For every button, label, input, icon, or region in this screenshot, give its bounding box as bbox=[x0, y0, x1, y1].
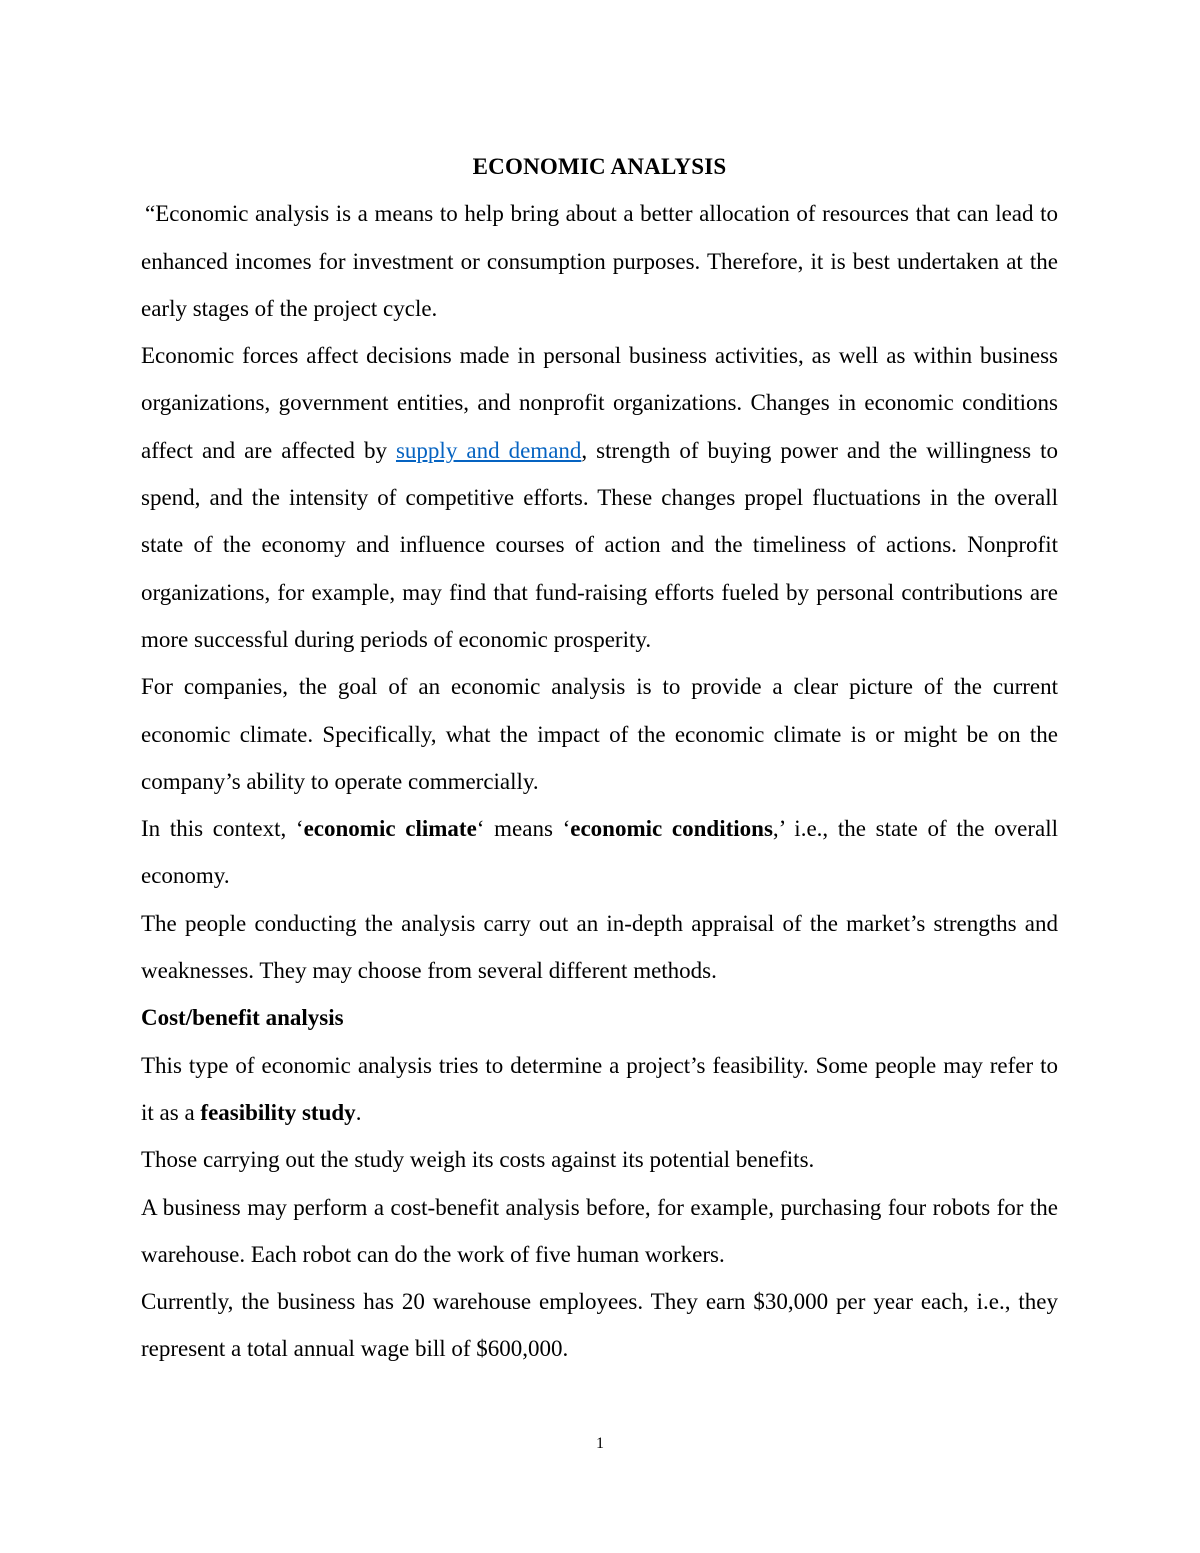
page-number: 1 bbox=[596, 1435, 604, 1452]
term-economic-conditions: economic conditions bbox=[570, 816, 773, 842]
document-title: ECONOMIC ANALYSIS bbox=[472, 154, 727, 179]
paragraph-robots-example: A business may perform a cost-benefit analysis before, for example, purchasing four robots for the warehouse. Each robot can do the work of five human workers. bbox=[141, 1194, 1058, 1267]
section-heading-cost-benefit bbox=[141, 994, 1058, 1041]
paragraph-weigh-costs: Those carrying out the study weigh its costs against its potential benefits. bbox=[141, 1147, 815, 1173]
paragraph-wage-bill: Currently, the business has 20 warehouse employees. They earn $30,000 per year each, i.e., they represent a total annual wage bill of $600,000. bbox=[141, 1289, 1058, 1362]
paragraph-economic-forces bbox=[141, 332, 1058, 663]
paragraph-context-text-b: ‘ means ‘ bbox=[476, 816, 571, 842]
paragraph-feasibility bbox=[141, 1042, 1058, 1137]
paragraph-analysis-methods: The people conducting the analysis carry out an in-depth appraisal of the market’s strengths and weaknesses. They may choose from several different methods. bbox=[141, 910, 1058, 984]
paragraph-feasibility-text-b: . bbox=[355, 1099, 362, 1125]
paragraph-economic-forces-text-b: , strength of buying power and the willingness to spend, and the intensity of competitive efforts. These changes propel fluctuations in the overall state of the economy and influence courses of action and the timeliness of actions. Nonprofit organizations, for example, may find that fund-raising efforts fueled by personal contributions are more successful during periods of economic prosperity. bbox=[141, 437, 1058, 652]
paragraph-companies-goal: For companies, the goal of an economic analysis is to provide a clear picture of the current economic climate. Specifically, what the impact of the economic climate is or might be on the company’s ability to operate commercially. bbox=[141, 674, 1058, 794]
supply-and-demand-link[interactable]: supply and demand bbox=[395, 437, 582, 463]
paragraph-definition: “Economic analysis is a means to help bring about a better allocation of resources that can lead to enhanced incomes for investment or consumption purposes. Therefore, it is best undertaken at the early stages of the project cycle. bbox=[141, 201, 1058, 321]
paragraph-context bbox=[141, 805, 1058, 900]
document-page bbox=[141, 143, 1058, 1373]
paragraph-context-text-a: In this context, ‘ bbox=[141, 816, 304, 842]
paragraph-economic-forces-text-a: Economic forces affect decisions made in personal business activities, as well as within business organizations, government entities, and nonprofit organizations. Changes in economic conditions affect and are affected by bbox=[141, 343, 1058, 463]
section-heading-cost-benefit-text: Cost/benefit analysis bbox=[141, 1005, 344, 1031]
term-economic-climate: economic climate bbox=[303, 816, 477, 842]
paragraph-feasibility-text-a: This type of economic analysis tries to determine a project’s feasibility. Some people may refer to it as a bbox=[141, 1052, 1058, 1125]
paragraph-context-text-c: ,’ i.e., the state of the overall economy. bbox=[141, 816, 1059, 889]
term-feasibility-study: feasibility study bbox=[200, 1099, 356, 1125]
